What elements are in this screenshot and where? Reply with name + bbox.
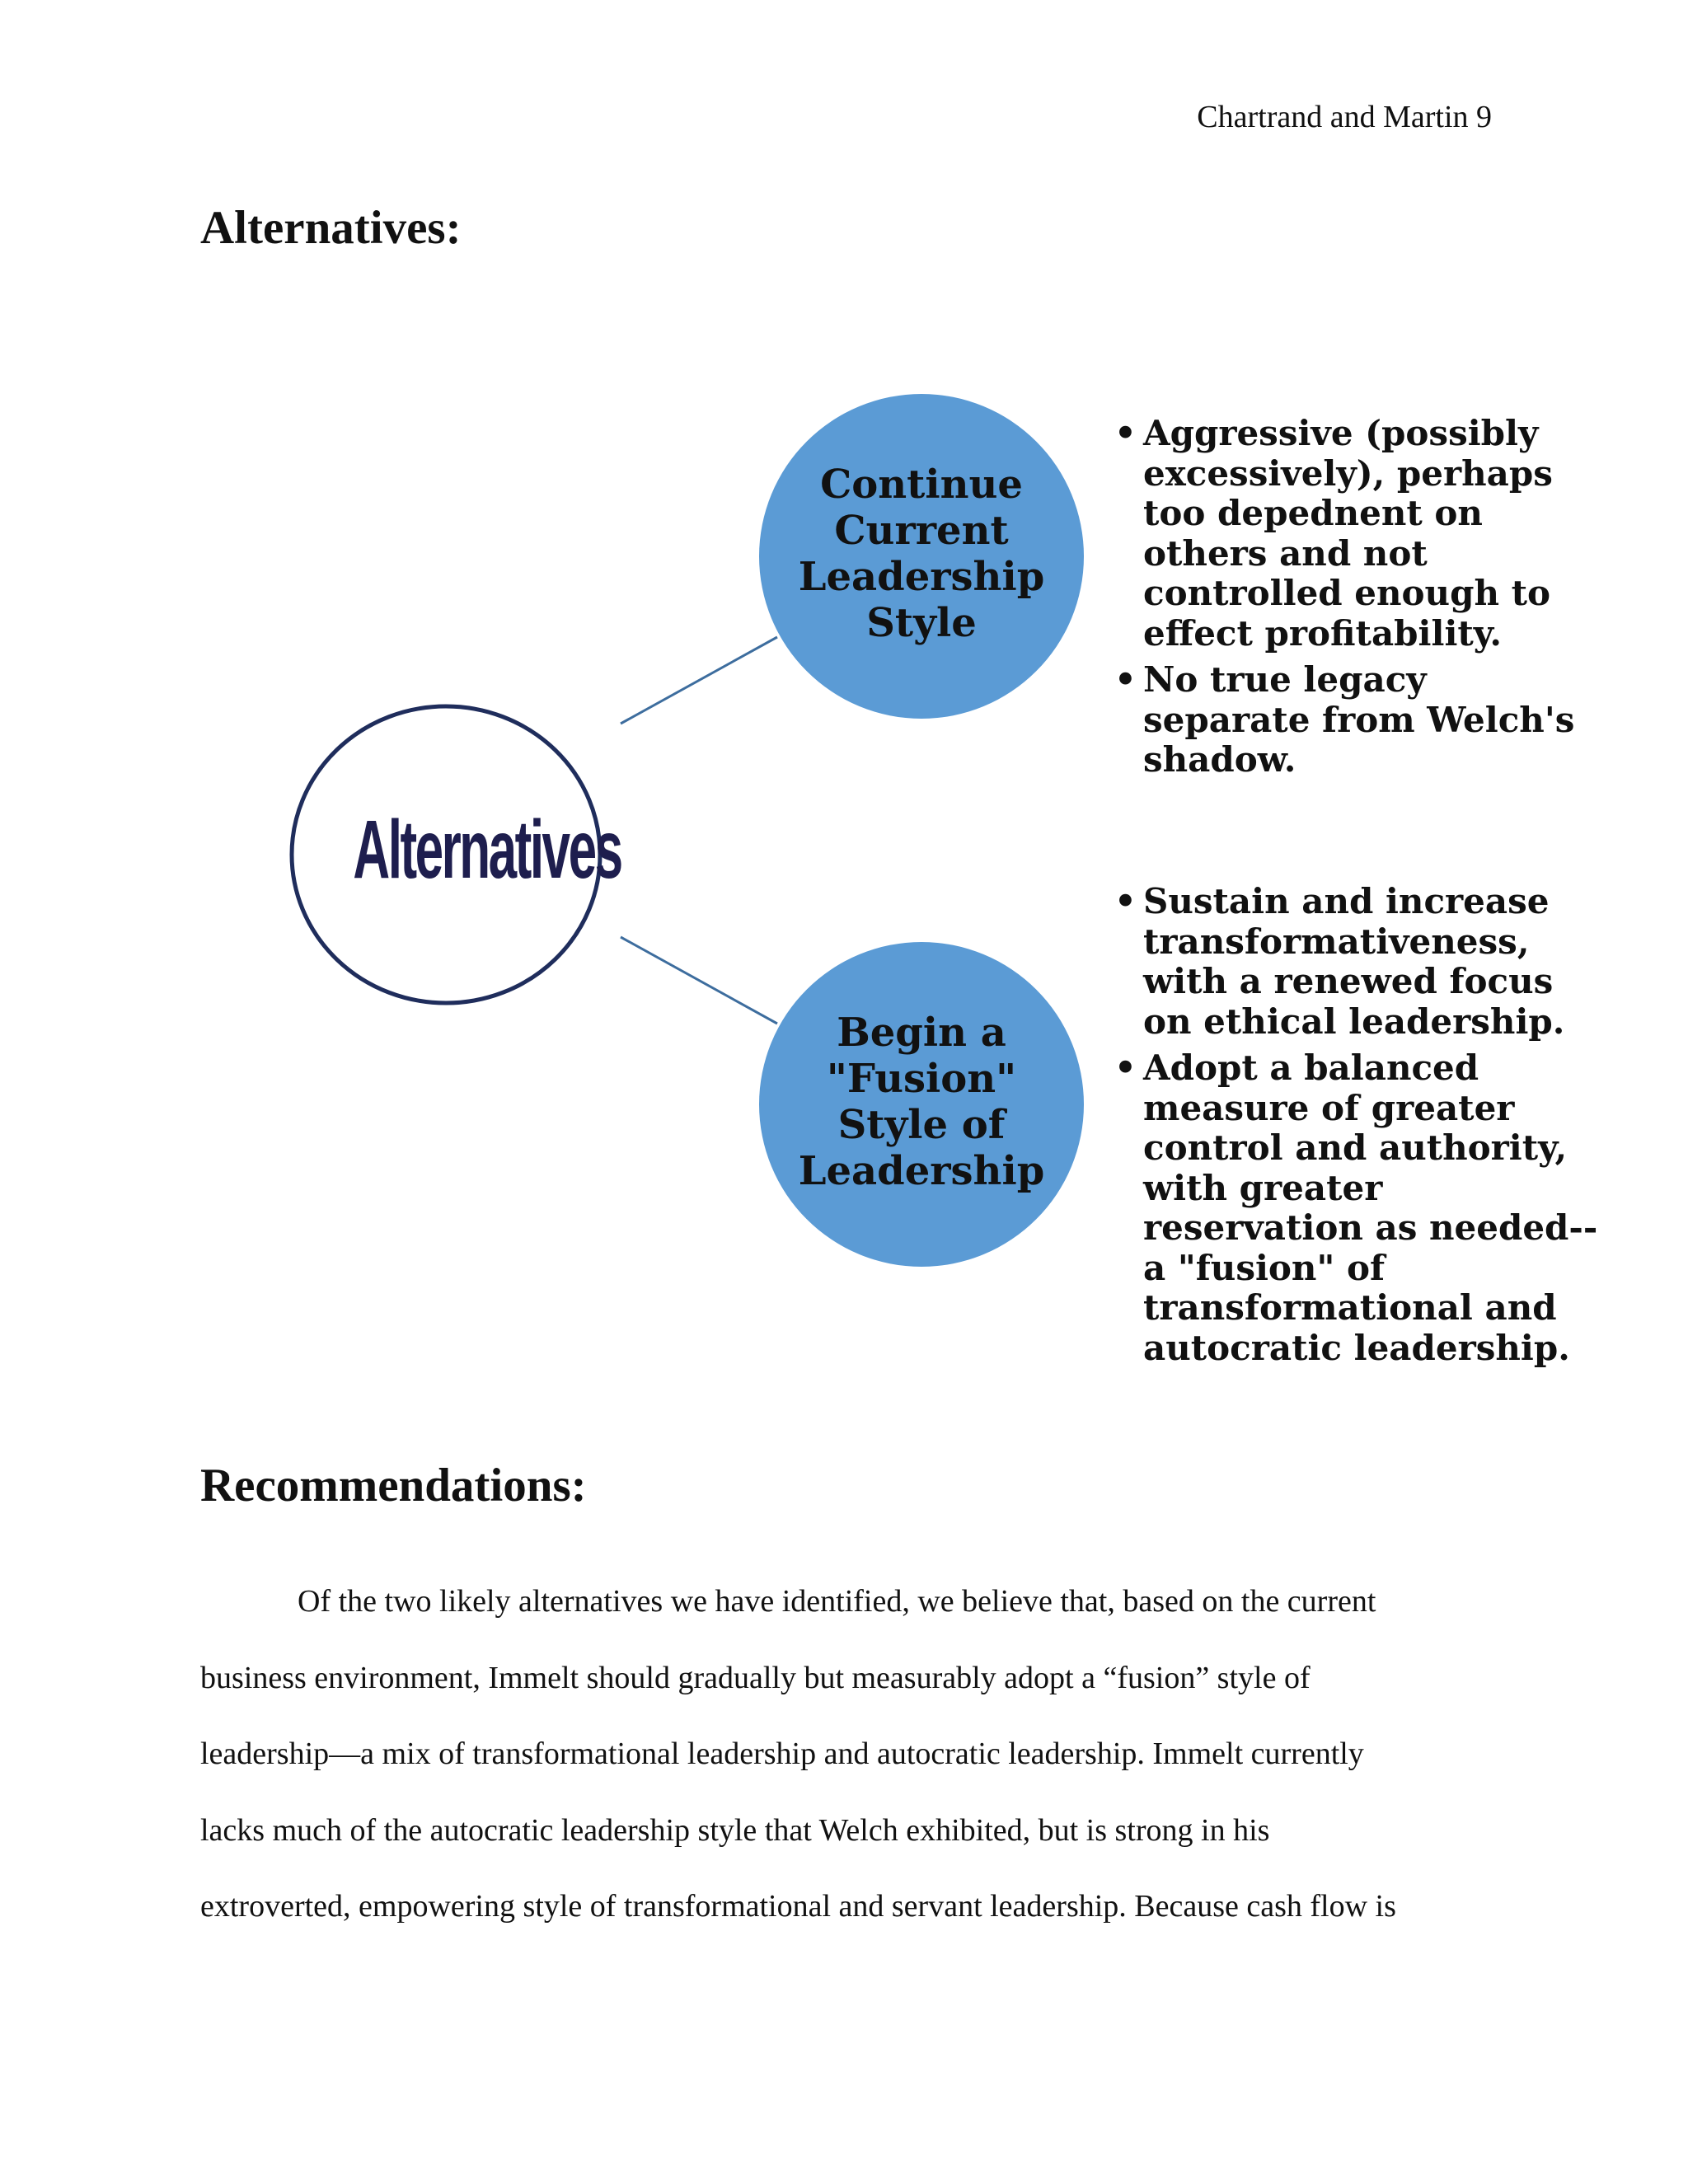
branch-label-line: Continue <box>820 462 1023 508</box>
alternatives-heading: Alternatives: <box>200 202 462 254</box>
connector-line-bottom <box>621 937 777 1024</box>
branch-label-line: Leadership <box>798 1148 1045 1194</box>
paragraph-line: business environment, Immelt should gradually but measurably adopt a “fusion” style of <box>200 1660 1311 1695</box>
bullet-list-fusion <box>1114 882 1609 1375</box>
bullet-item: • Adopt a balanced measure of greater control and authority, with greater reservation as needed--a "fusion" of transformational and autocratic leadership. <box>1114 1048 1609 1368</box>
branch-label-fusion <box>783 1010 1060 1194</box>
branch-label-line: "Fusion" <box>826 1056 1017 1102</box>
running-head: Chartrand and Martin 9 <box>1197 100 1492 134</box>
branch-label-continue <box>783 462 1060 646</box>
recommendations-heading: Recommendations: <box>200 1460 587 1511</box>
bullet-item: • Aggressive (possibly excessively), perhaps too depednent on others and not controlled enough to effect profitability. <box>1114 414 1584 654</box>
branch-label-line: Begin a <box>837 1010 1006 1056</box>
paragraph-line: extroverted, empowering style of transformational and servant leadership. Because cash flow is <box>200 1889 1396 1924</box>
hub-label: Alternatives <box>353 804 621 896</box>
connector-line-top <box>621 637 777 724</box>
paragraph-line: lacks much of the autocratic leadership style that Welch exhibited, but is strong in his <box>200 1812 1270 1848</box>
bullet-item: • Sustain and increase transformativeness, with a renewed focus on ethical leadership. <box>1114 882 1609 1042</box>
branch-label-line: Leadership <box>798 554 1045 600</box>
branch-label-line: Current <box>834 508 1009 554</box>
recommendations-paragraph <box>200 1563 1503 1945</box>
branch-label-line: Style of <box>837 1102 1006 1148</box>
paragraph-line: Of the two likely alternatives we have identified, we believe that, based on the current <box>298 1584 1376 1619</box>
branch-label-line: Style <box>866 600 977 646</box>
paragraph-line: leadership—a mix of transformational leadership and autocratic leadership. Immelt currently <box>200 1736 1364 1771</box>
bullet-item: • No true legacy separate from Welch's shadow. <box>1114 660 1584 780</box>
bullet-list-continue <box>1114 414 1584 787</box>
